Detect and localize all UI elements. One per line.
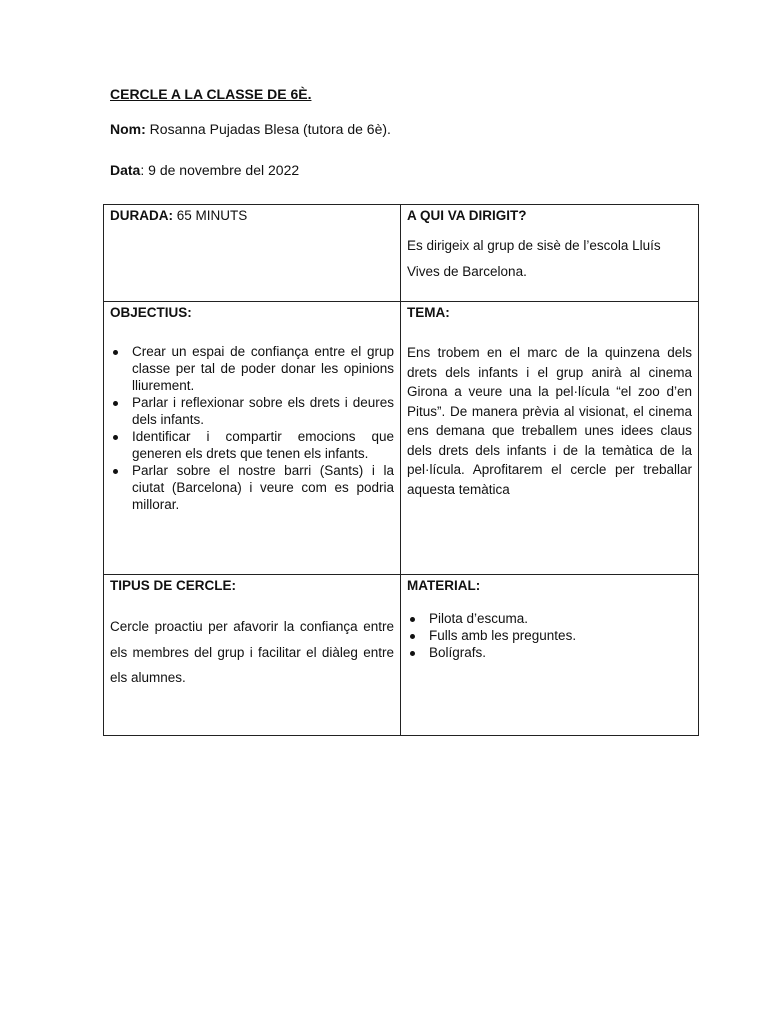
list-item — [132, 394, 394, 428]
tipus-text: Cercle proactiu per afavorir la confiança entre els membres del grup i facilitar el diàleg entre els alumnes. — [110, 619, 394, 685]
durada-value: 65 MINUTS — [173, 208, 248, 223]
objectius-cell — [104, 302, 401, 575]
list-item-text: Parlar i reflexionar sobre els drets i deures dels infants. — [132, 395, 394, 427]
list-item — [429, 644, 692, 661]
objectius-heading: OBJECTIUS: — [110, 305, 192, 320]
material-list — [407, 610, 692, 661]
bullet-icon — [410, 617, 415, 622]
data-line — [110, 162, 299, 178]
list-item-text: Crear un espai de confiança entre el grup classe per tal de poder donar les opinions lliurement. — [132, 344, 394, 393]
bullet-icon — [410, 651, 415, 656]
objectius-list — [110, 343, 394, 513]
list-item — [132, 462, 394, 513]
data-label: Data — [110, 162, 141, 178]
durada-label: DURADA: — [110, 208, 173, 223]
a-qui-text: Es dirigeix al grup de sisè de l’escola Lluís Vives de Barcelona. — [407, 238, 661, 279]
list-item — [132, 428, 394, 462]
list-item-text: Parlar sobre el nostre barri (Sants) i la ciutat (Barcelona) i veure com es podria millorar. — [132, 463, 394, 512]
document-title: CERCLE A LA CLASSE DE 6È. — [110, 86, 312, 102]
material-heading: MATERIAL: — [407, 578, 481, 593]
data-value: : 9 de novembre del 2022 — [140, 162, 300, 178]
tipus-cell — [104, 575, 401, 736]
list-item-text: Pilota d’escuma. — [429, 611, 529, 626]
bullet-icon — [113, 401, 118, 406]
tipus-heading: TIPUS DE CERCLE: — [110, 578, 237, 593]
bullet-icon — [410, 634, 415, 639]
list-item — [429, 627, 692, 644]
list-item — [132, 343, 394, 394]
durada-cell — [104, 205, 401, 302]
bullet-icon — [113, 350, 118, 355]
list-item — [429, 610, 692, 627]
table-row — [104, 302, 699, 575]
nom-value: Rosanna Pujadas Blesa (tutora de 6è). — [145, 121, 391, 137]
plan-table — [103, 204, 699, 736]
list-item-text: Bolígrafs. — [429, 645, 487, 660]
bullet-icon — [113, 435, 118, 440]
list-item-text: Identificar i compartir emocions que generen els drets que tenen els infants. — [132, 429, 394, 461]
table-row — [104, 205, 699, 302]
nom-label: Nom: — [110, 121, 146, 137]
tema-heading: TEMA: — [407, 305, 450, 320]
tema-text: Ens trobem en el marc de la quinzena dels drets dels infants i el grup anirà al cinema Girona a veure una la pel·lícula “el zoo d’en Pitus”. De manera prèvia al visionat, el cinema ens demana que treballem unes idees claus dels drets dels infants i de la temàtica de la pel·lícula. Aprofitarem el cercle per treballar aquesta temàtica — [407, 345, 692, 497]
a-qui-cell — [401, 205, 699, 302]
table-row — [104, 575, 699, 736]
a-qui-heading: A QUI VA DIRIGIT? — [407, 208, 527, 223]
nom-line — [110, 121, 391, 137]
durada-heading — [110, 207, 394, 224]
bullet-icon — [113, 469, 118, 474]
material-cell — [401, 575, 699, 736]
list-item-text: Fulls amb les preguntes. — [429, 628, 577, 643]
tema-cell — [401, 302, 699, 575]
